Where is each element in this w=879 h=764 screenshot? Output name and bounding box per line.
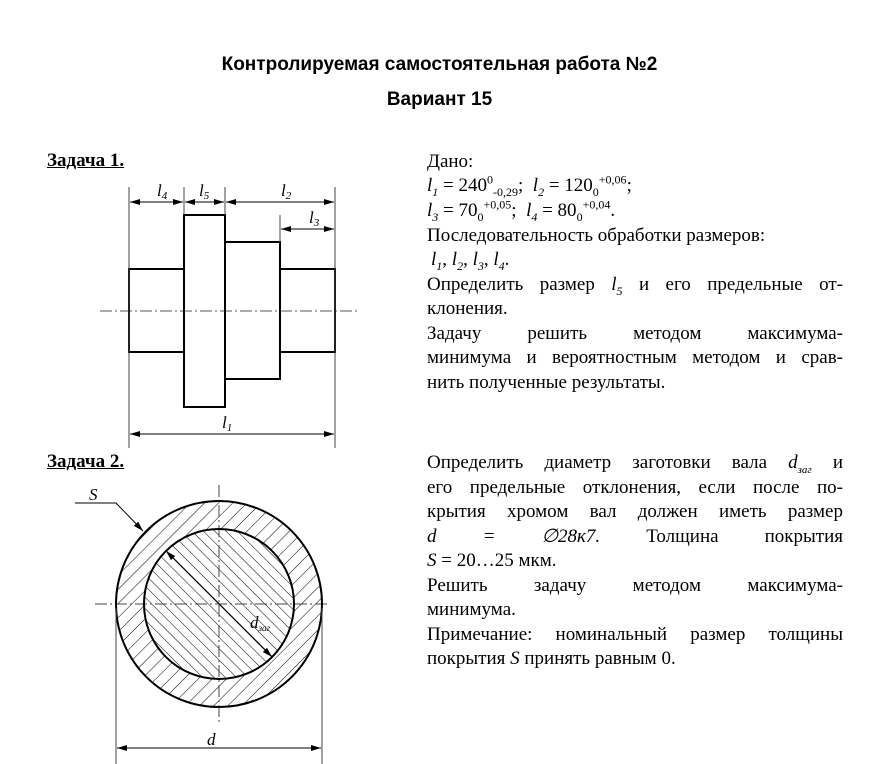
sequence-label: Последовательность обработки размеров: bbox=[427, 225, 766, 246]
label-d: d bbox=[207, 730, 216, 749]
label-l3: l3 bbox=[309, 208, 320, 229]
determine-line-2: клонения. bbox=[427, 298, 508, 319]
label-dzag: dзаг bbox=[250, 613, 271, 633]
task2-heading: Задача 2. bbox=[47, 451, 125, 472]
t2-line-8: Примечание: номинальный размер толщины bbox=[427, 624, 843, 645]
given-l1-l2: $l_1 = 240^0_{-0,29}$; $l_2 = 120_0^{+0,06}$; bbox=[427, 172, 632, 199]
variant-title: Вариант 15 bbox=[386, 89, 493, 110]
label-l4: l4 bbox=[157, 181, 168, 202]
solve-line-1: Задачу решить методом максимума- bbox=[427, 323, 843, 344]
label-l1: l1 bbox=[222, 413, 233, 434]
determine-line: Определить размер $l_5$ и его предельные от- bbox=[427, 274, 843, 298]
t2-line-1: Определить диаметр заготовки вала $d_{заг}$ и bbox=[427, 452, 844, 476]
t2-line-6: Решить задачу методом максимума- bbox=[427, 575, 843, 596]
shaft-drawing bbox=[100, 181, 360, 448]
page-title: Контролируемая самостоятельная работа №2 bbox=[221, 54, 658, 75]
section-drawing bbox=[75, 485, 330, 764]
solve-line-2: минимума и вероятностным методом и срав- bbox=[427, 347, 843, 368]
label-l2: l2 bbox=[281, 181, 292, 202]
t2-line-4: d = ∅28к7. Толщина покрытия bbox=[427, 526, 844, 547]
given-l3-l4: $l_3 = 70_0^{+0,05}$; $l_4 = 80_0^{+0,04}$. bbox=[427, 197, 616, 224]
t2-line-5: S = 20…25 мкм. bbox=[427, 550, 557, 571]
label-s: S bbox=[89, 485, 98, 504]
t2-line-7: минимума. bbox=[427, 599, 516, 620]
t2-line-2: его предельные отклонения, если после по- bbox=[427, 477, 843, 498]
t2-line-9: покрытия S принять равным 0. bbox=[427, 648, 676, 669]
sequence: $l_1$, $l_2$, $l_3$, $l_4$. bbox=[431, 249, 510, 273]
task1-heading: Задача 1. bbox=[47, 150, 125, 171]
t2-line-3: крытия хромом вал должен иметь размер bbox=[427, 501, 843, 522]
solve-line-3: нить полученные результаты. bbox=[427, 372, 666, 393]
label-l5: l5 bbox=[199, 181, 210, 202]
given-label: Дано: bbox=[427, 151, 474, 172]
